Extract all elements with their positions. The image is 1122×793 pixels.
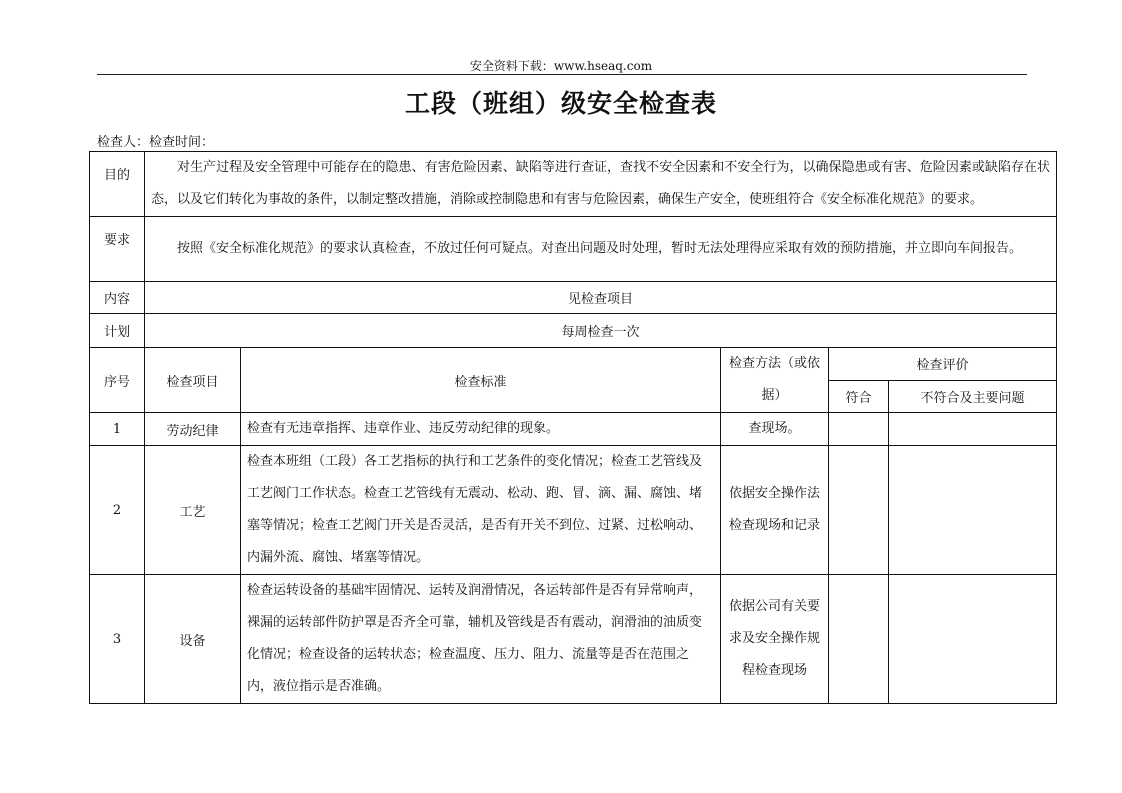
content-text: 见检查项目 bbox=[145, 282, 1057, 314]
row-no: 3 bbox=[90, 575, 145, 704]
content-label: 内容 bbox=[90, 282, 145, 314]
table-row bbox=[90, 446, 1057, 575]
inspector-time-line: 检查人：检查时间： bbox=[97, 135, 215, 150]
table-row bbox=[90, 575, 1057, 704]
row-item: 工艺 bbox=[145, 446, 241, 575]
col-header-item: 检查项目 bbox=[145, 348, 241, 413]
column-header-row bbox=[90, 348, 1057, 381]
row-method: 依据安全操作法检查现场和记录 bbox=[721, 446, 829, 575]
row-conform bbox=[829, 413, 889, 446]
row-method: 依据公司有关要求及安全操作规程检查现场 bbox=[721, 575, 829, 704]
row-method: 查现场。 bbox=[721, 413, 829, 446]
row-standard: 检查本班组（工段）各工艺指标的执行和工艺条件的变化情况；检查工艺管线及工艺阀门工作状态。检查工艺管线有无震动、松动、跑、冒、滴、漏、腐蚀、堵塞等情况；检查工艺阀门开关是否灵活，是否有开关不到位、过紧、过松响动、内漏外流、腐蚀、堵塞等情况。 bbox=[241, 446, 721, 575]
col-header-no: 序号 bbox=[90, 348, 145, 413]
row-nonconform bbox=[889, 446, 1057, 575]
col-header-standard: 检查标准 bbox=[241, 348, 721, 413]
table-row bbox=[90, 413, 1057, 446]
purpose-text: 对生产过程及安全管理中可能存在的隐患、有害危险因素、缺陷等进行查证，查找不安全因素和不安全行为，以确保隐患或有害、危险因素或缺陷存在状态，以及它们转化为事故的条件，以制定整改措施，消除或控制隐患和有害与危险因素，确保生产安全，使班组符合《安全标准化规范》的要求。 bbox=[145, 152, 1057, 217]
requirement-row bbox=[90, 217, 1057, 282]
page-title: 工段（班组）级安全检查表 bbox=[404, 89, 717, 118]
col-header-conform: 符合 bbox=[829, 380, 889, 413]
col-header-evaluation: 检查评价 bbox=[829, 348, 1057, 381]
row-standard: 检查有无违章指挥、违章作业、违反劳动纪律的现象。 bbox=[241, 413, 721, 446]
row-nonconform bbox=[889, 413, 1057, 446]
header-rule bbox=[97, 74, 1027, 75]
row-conform bbox=[829, 575, 889, 704]
row-no: 2 bbox=[90, 446, 145, 575]
page-header: 安全资料下载：www.hseaq.com bbox=[469, 59, 653, 73]
plan-text: 每周检查一次 bbox=[145, 314, 1057, 348]
plan-label: 计划 bbox=[90, 314, 145, 348]
row-nonconform bbox=[889, 575, 1057, 704]
purpose-label: 目的 bbox=[90, 152, 145, 217]
row-conform bbox=[829, 446, 889, 575]
row-item: 劳动纪律 bbox=[145, 413, 241, 446]
col-header-method: 检查方法（或依据） bbox=[721, 348, 829, 413]
requirement-label: 要求 bbox=[90, 217, 145, 282]
row-standard: 检查运转设备的基础牢固情况、运转及润滑情况，各运转部件是否有异常响声，裸漏的运转部件防护罩是否齐全可靠，辅机及管线是否有震动，润滑油的油质变化情况；检查设备的运转状态；检查温度、压力、阻力、流量等是否在范围之内，液位指示是否准确。 bbox=[241, 575, 721, 704]
plan-row bbox=[90, 314, 1057, 348]
row-no: 1 bbox=[90, 413, 145, 446]
purpose-row bbox=[90, 152, 1057, 217]
requirement-text: 按照《安全标准化规范》的要求认真检查，不放过任何可疑点。对查出问题及时处理，暂时无法处理得应采取有效的预防措施，并立即向车间报告。 bbox=[145, 217, 1057, 282]
row-item: 设备 bbox=[145, 575, 241, 704]
col-header-nonconform: 不符合及主要问题 bbox=[889, 380, 1057, 413]
inspection-table bbox=[89, 151, 1057, 704]
content-row bbox=[90, 282, 1057, 314]
